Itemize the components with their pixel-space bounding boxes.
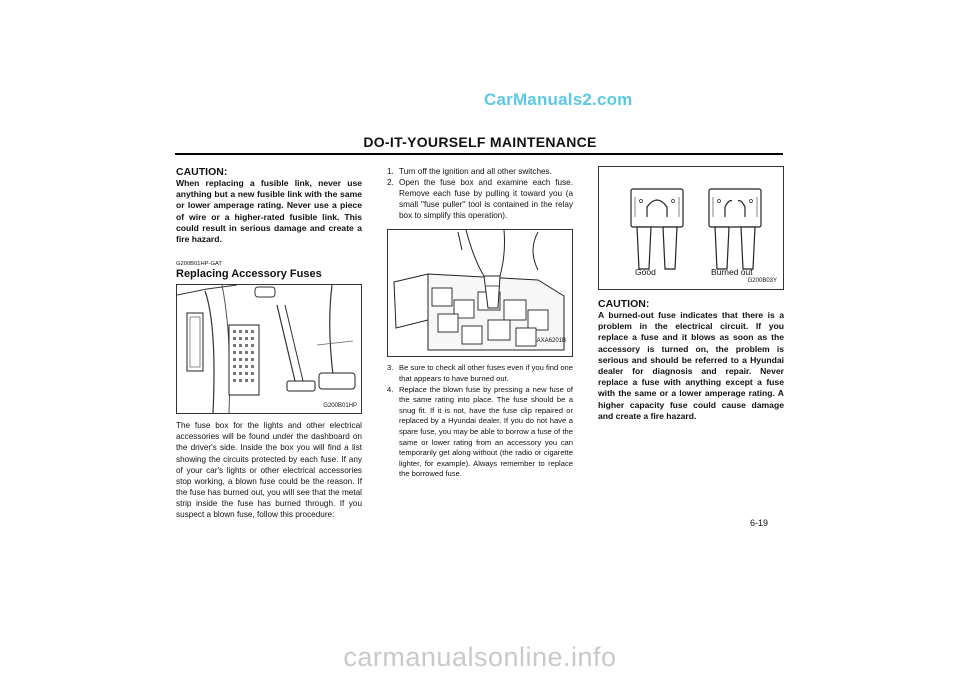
steps-list-b (387, 363, 573, 480)
list-item: 3. Be sure to check all other fuses even if you find one that appears to have burned out. (387, 363, 573, 384)
good-fuse-icon (629, 187, 689, 277)
label-burned-out: Burned out (711, 267, 753, 277)
list-item: 4. Replace the blown fuse by pressing a new fuse of the same rating into place. The fuse should be a snug fit. If it is not, have the fuse clip repaired or replaced by a Hyundai dealer. If you do not have a spare fuse, you may be able to borrow a fuse of the same or lower rating from an accessory you can temporarily get along without (the radio or cigarette lighter, for example). Always remember to replace the borrowed fuse. (387, 384, 573, 479)
fuse-box-location-figure (176, 284, 362, 414)
steps-list-a (387, 166, 573, 221)
caution-title-right: CAUTION: (598, 298, 650, 310)
figure-code-right: G200B03Y (747, 278, 777, 284)
list-item: 1. Turn off the ignition and all other switches. (387, 167, 552, 176)
caution-body-right: A burned-out fuse indicates that there is a problem in the electrical circuit. If you replace a fuse and it blows as soon as the accessory is turned on, the problem is serious and should be referred to a Hyundai dealer for diagnosis and repair. Never replace a fuse with anything except a fuse with the same or a lower amperage rating. A higher capacity fuse could cause damage and create a fire hazard. (598, 310, 784, 421)
fuse-comparison-figure (598, 166, 784, 290)
list-item: 2. Open the fuse box and examine each fuse. Remove each fuse by pulling it toward you (a small "fuse puller" tool is contained in the relay box to simplify this operation). (387, 178, 573, 221)
body-text-left: The fuse box for the lights and other electrical accessories will be found under the dashboard on the driver's side. Inside the box you will find a list showing the circuits protected by each fuse. If any of your car's lights or other electrical accessories stop working, a blown fuse could be the reason. If the fuse has burned out, you will see that the metal strip inside the fuse has burned through. If you suspect a blown fuse, follow this procedure: (176, 421, 362, 519)
page-number: 6-19 (750, 518, 769, 528)
caution-body-left: When replacing a fusible link, never use anything but a new fusible link with the same or lower amperage rating. Never use a piece of wire or a higher-rated fusible link. This could result in serious damage and create a fire hazard. (176, 178, 362, 245)
header-rule (175, 153, 783, 155)
right-column (598, 166, 784, 422)
dashboard-fuse-box-illustration (177, 285, 361, 413)
figure-code-left: G200B01HP (323, 403, 357, 410)
burned-out-fuse-icon (707, 187, 767, 277)
middle-column (387, 166, 573, 480)
fuse-puller-figure (387, 229, 573, 357)
section-code: G200B01HP-GAT (176, 261, 222, 268)
label-good: Good (635, 267, 656, 277)
section-title: Replacing Accessory Fuses (176, 268, 322, 281)
watermark-top[interactable]: CarManuals2.com (484, 90, 633, 109)
left-column (176, 166, 362, 520)
figure-code-middle: AXA6201B (536, 338, 566, 345)
watermark-bottom[interactable]: carmanualsonline.info (343, 642, 617, 672)
page-header-title: DO-IT-YOURSELF MAINTENANCE (363, 134, 597, 150)
caution-title-left: CAUTION: (176, 166, 228, 178)
